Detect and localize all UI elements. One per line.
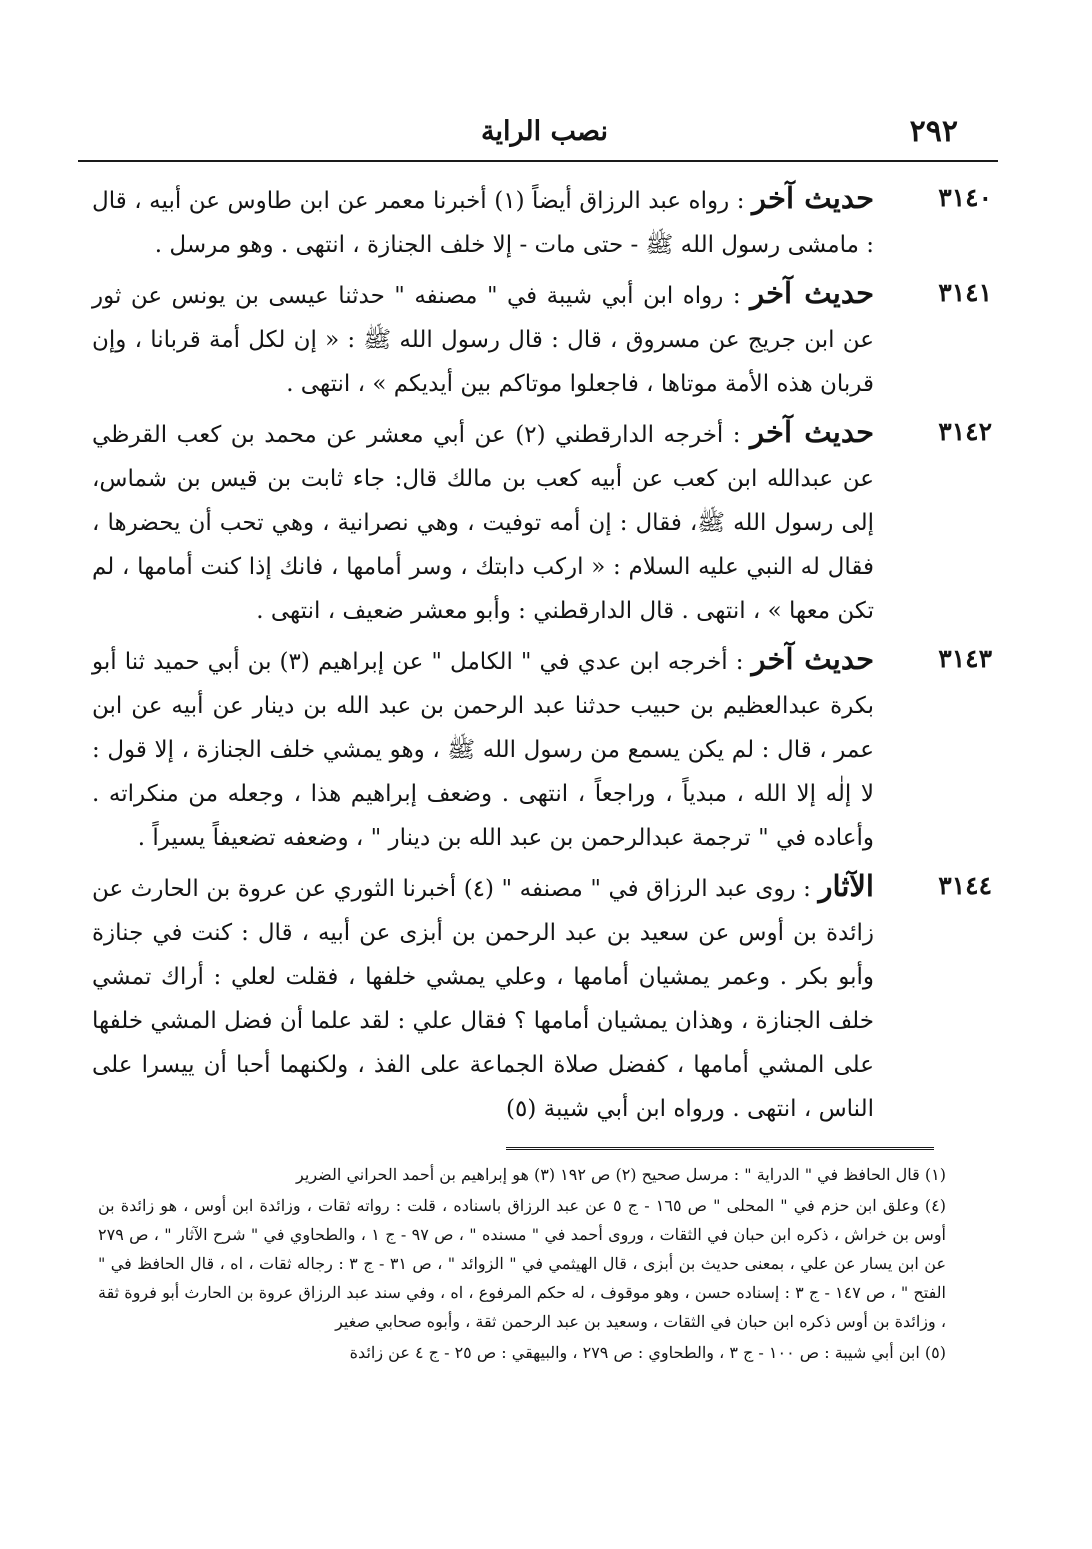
- footnote: (٤) وعلق ابن حزم في " المحلى " ص ١٦٥ - ج ٥ عن عبد الرزاق باسناده ، قلت : رواته ثقات ، وزائدة ابن أوس ، هو زائدة بن أوس بن خراش ، ذكره ابن حبان في الثقات ، وروى أحمد في " مسنده " ، ص ٩٧ - ج ١ ، والطحاوي في " شرح الآثار " ، ص ٢٧٩ عن ابن يسار عن علي ، بمعنى حديث بن أبزى ، قال الهيثمي في " الزوائد " ، ص ٣١ - ج ٣ : رجاله ثقات ، اه ، قال الحافظ في " الفتح " ، ص ١٤٧ - ج ٣ : إسناده حسن ، وهو موقوف ، له حكم المرفوع ، اه ، وفي سند عبد الرزاق عروة بن الحارث أبو فروة ثقة ، وزائدة بن أوس ذكره ابن حبان في الثقات ، وسعيد بن عبد الرحمن ثقة ، وأبوه صحابي صغير: [98, 1196, 947, 1331]
- entry: [92, 271, 992, 406]
- running-title: نصب الراية: [481, 116, 608, 147]
- entry-number: ٣١٤٣: [938, 644, 992, 673]
- entry-body: : أخرجه الدارقطني (٢) عن أبي معشر عن محمد بن كعب القرظي عن عبدالله ابن كعب عن أبيه كعب بن مالك قال: جاء ثابت بن قيس بن شماس، إلى رسول الله ﷺ، فقال : إن أمه توفيت ، وهي نصرانية ، وهي تحب أن يحضرها ، فقال له النبي عليه السلام : « اركب دابتك ، وسر أمامها ، فانك إذا كنت أمامها ، لم تكن معها » ، انتهى . قال الدارقطني : وأبو معشر ضعيف ، انتهى .: [92, 422, 874, 624]
- entry-number: ٣١٤٠: [938, 183, 992, 212]
- entry-heading: حديث آخر: [750, 415, 875, 449]
- entry-number: ٣١٤٤: [938, 871, 992, 900]
- footnote: (١) قال الحافظ في " الدراية " : مرسل صحيح (٢) ص ١٩٢ (٣) هو إبراهيم بن أحمد الحراني الضرير: [296, 1165, 946, 1184]
- entry-heading: حديث آخر: [751, 642, 875, 676]
- entry-body: : رواه ابن أبي شيبة في " مصنفه " حدثنا عيسى بن يونس عن ثور عن ابن جريج عن مسروق ، قال : قال رسول الله ﷺ : « إن لكل أمة قربانا ، وإن قربان هذه الأمة موتاها ، فاجعلوا موتاكم بين أيديكم » ، انتهى .: [92, 283, 874, 397]
- page-number: ٢٩٢: [909, 114, 958, 149]
- entry-heading: حديث آخر: [752, 181, 875, 215]
- entry-heading: الآثار: [818, 869, 874, 903]
- entry-number: ٣١٤١: [938, 278, 992, 307]
- entry-text: [92, 176, 874, 267]
- entry-text: [92, 864, 874, 1131]
- entry-text: [92, 271, 874, 406]
- footnotes: [98, 1160, 946, 1369]
- header-rule: [78, 160, 998, 162]
- entry-number: ٣١٤٢: [938, 417, 992, 446]
- entry-text: [92, 410, 874, 633]
- entry: [92, 864, 992, 1131]
- entry: [92, 410, 992, 633]
- entry-body: : روى عبد الرزاق في " مصنفه " (٤) أخبرنا الثوري عن عروة بن الحارث عن زائدة بن أوس عن سعيد بن عبد الرحمن بن أبزى عن أبيه ، قال : كنت في جنازة وأبو بكر . وعمر يمشيان أمامها ، وعلي يمشي خلفها ، فقلت لعلي : أراك تمشي خلف الجنازة ، وهذان يمشيان أمامها ؟ فقال علي : لقد علما أن فضل المشي خلفها على المشي أمامها ، كفضل صلاة الجماعة على الفذ ، ولكنهما أحبا أن ييسرا على الناس ، انتهى . ورواه ابن أبي شيبة (٥): [92, 876, 874, 1122]
- page-header: [78, 112, 998, 156]
- entry: [92, 637, 992, 860]
- entry-heading: حديث آخر: [750, 276, 875, 310]
- footnote-rule: [506, 1147, 934, 1150]
- main-text: [92, 176, 992, 1135]
- entry-body: : رواه عبد الرزاق أيضاً (١) أخبرنا معمر عن ابن طاوس عن أبيه ، قال : مامشى رسول الله ﷺ - حتى مات - إلا خلف الجنازة ، انتهى . وهو مرسل .: [92, 188, 874, 258]
- footnote: (٥) ابن أبي شيبة : ص ١٠٠ - ج ٣ ، والطحاوي : ص ٢٧٩ ، والبيهقي : ص ٢٥ - ج ٤ عن زائدة: [349, 1343, 946, 1362]
- entry-text: [92, 637, 874, 860]
- entry-body: : أخرجه ابن عدي في " الكامل " عن إبراهيم (٣) بن أبي حميد ثنا أبو بكرة عبدالعظيم بن حبيب حدثنا عبد الرحمن بن عبد الله بن دينار عن أبيه عن ابن عمر ، قال : لم يكن يسمع من رسول الله ﷺ ، وهو يمشي خلف الجنازة ، إلا قول : لا إلٰه إلا الله ، مبدياً ، وراجعاً ، انتهى . وضعف إبراهيم هذا ، وجعله من منكراته . وأعاده في " ترجمة عبدالرحمن بن عبد الله بن دينار " ، وضعفه تضعيفاً يسيراً .: [92, 649, 874, 851]
- entry: [92, 176, 992, 267]
